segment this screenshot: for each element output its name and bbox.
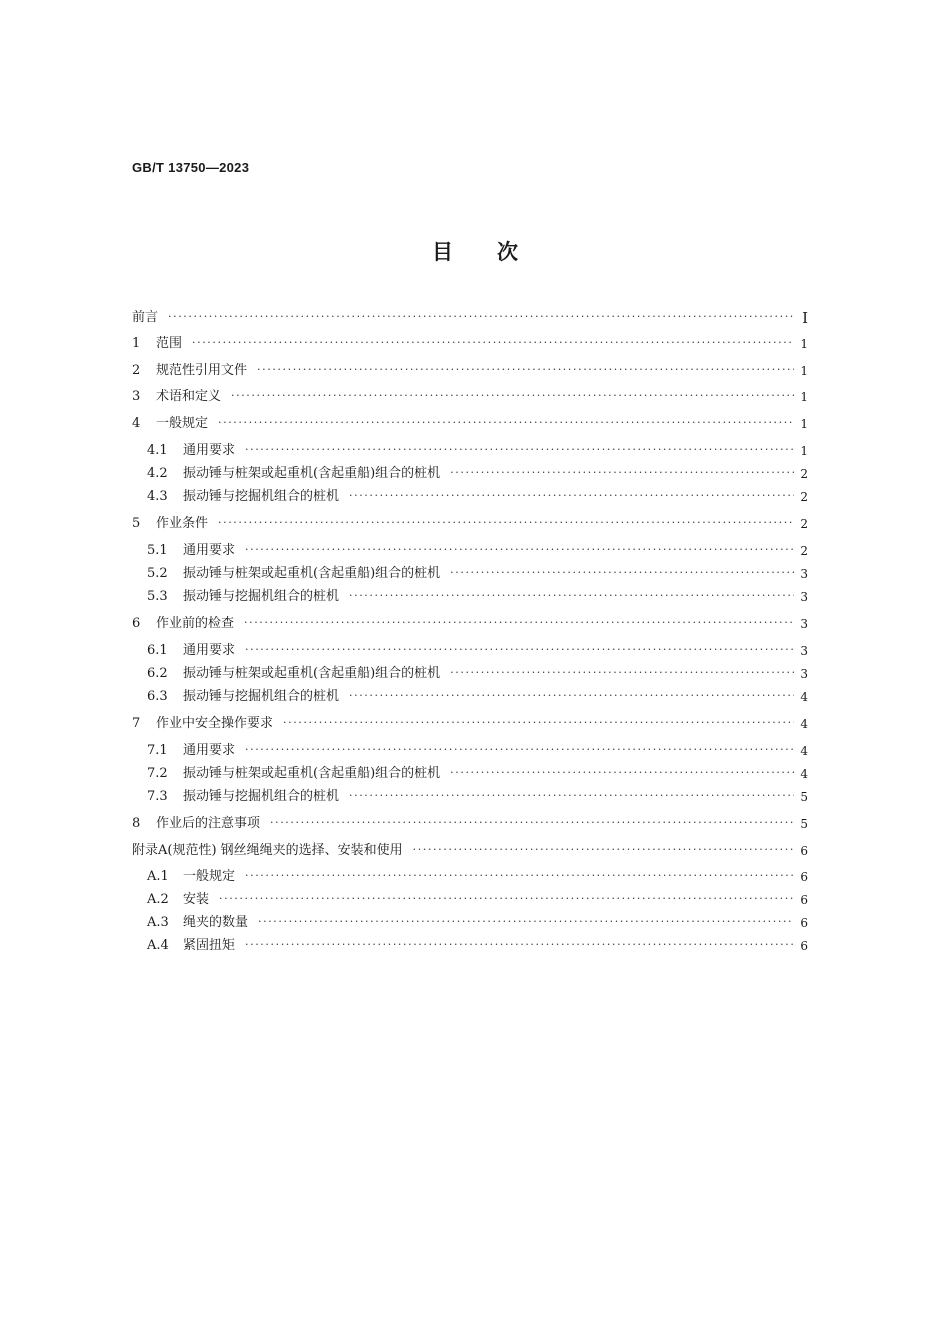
leader-dots — [349, 487, 794, 507]
toc-entry-4-2[interactable] — [147, 464, 808, 484]
toc-entry-page: 4 — [800, 744, 808, 758]
toc-entry-5-1[interactable] — [147, 541, 808, 561]
toc-entry-a-4[interactable] — [147, 936, 808, 956]
toc-entry-7-1[interactable] — [147, 741, 808, 761]
leader-dots — [244, 614, 794, 634]
toc-entry-page: 1 — [800, 417, 808, 431]
toc-entry-page: 2 — [800, 544, 808, 558]
toc-entry-number: 1 — [132, 336, 141, 351]
toc-entry-number: 8 — [132, 816, 141, 831]
toc-entry-label: 一般规定 — [183, 869, 236, 884]
toc-entry-2[interactable] — [132, 361, 808, 381]
toc-entry-8[interactable] — [132, 814, 808, 834]
toc-entry-3[interactable] — [132, 387, 808, 407]
toc-entry-6[interactable] — [132, 614, 808, 634]
toc-entry-number: 2 — [132, 363, 141, 378]
leader-dots — [218, 414, 794, 434]
toc-entry-page: 1 — [800, 364, 808, 378]
toc-entry-number: 4 — [132, 416, 141, 431]
toc-entry-a-2[interactable] — [147, 890, 808, 910]
toc-entry-4-3[interactable] — [147, 487, 808, 507]
toc-entry-number: 4.2 — [147, 466, 168, 481]
toc-entry-4-1[interactable] — [147, 441, 808, 461]
toc-entry-6-2[interactable] — [147, 664, 808, 684]
toc-entry-7[interactable] — [132, 714, 808, 734]
toc-entry-page: 4 — [800, 767, 808, 781]
toc-entry-label: 振动锤与挖掘机组合的桩机 — [183, 789, 340, 804]
toc-title-char-2: 次 — [497, 240, 518, 264]
toc-entry-number: 3 — [132, 389, 141, 404]
toc-entry-page: 2 — [800, 490, 808, 504]
toc-entry-label: 绳夹的数量 — [183, 915, 249, 930]
leader-dots — [219, 890, 794, 910]
toc-entry-label: 作业中安全操作要求 — [156, 716, 274, 731]
toc-entry-page: 4 — [800, 690, 808, 704]
leader-dots — [257, 361, 794, 381]
leader-dots — [413, 841, 794, 861]
toc-entry-page: 2 — [800, 517, 808, 531]
toc-entry-page: 1 — [800, 444, 808, 458]
toc-entry-label: 作业后的注意事项 — [156, 816, 261, 831]
toc-entry-page: 5 — [800, 790, 808, 804]
toc-entry-number: 4.1 — [147, 443, 168, 458]
leader-dots — [168, 308, 794, 328]
leader-dots — [283, 714, 794, 734]
toc-entry-page: 6 — [800, 844, 808, 858]
toc-entry-label: 规范性引用文件 — [156, 363, 248, 378]
toc-entry-page: 1 — [800, 390, 808, 404]
leader-dots — [245, 867, 794, 887]
toc-entry-6-1[interactable] — [147, 641, 808, 661]
toc-entry-number: 7.1 — [147, 743, 168, 758]
toc-entry-page: 3 — [800, 590, 808, 604]
toc-entry-page: 5 — [800, 817, 808, 831]
toc-entry-label: 紧固扭矩 — [183, 938, 236, 953]
toc-entry-label: 振动锤与挖掘机组合的桩机 — [183, 489, 340, 504]
toc-entry-label: 通用要求 — [183, 643, 236, 658]
toc-entry-number: A.2 — [147, 892, 169, 907]
toc-entry-label: 安装 — [183, 892, 210, 907]
toc-entry-5[interactable] — [132, 514, 808, 534]
toc-entry-label: 一般规定 — [156, 416, 209, 431]
leader-dots — [450, 564, 794, 584]
leader-dots — [450, 464, 794, 484]
toc-entry-label: 术语和定义 — [156, 389, 222, 404]
toc-entry-page: 4 — [800, 717, 808, 731]
toc-entry-page: I — [802, 309, 808, 327]
leader-dots — [245, 441, 794, 461]
toc-entry-number: 5 — [132, 516, 141, 531]
toc-entry-label: 作业前的检查 — [156, 616, 235, 631]
toc-entry-7-2[interactable] — [147, 764, 808, 784]
toc-entry-page: 6 — [800, 893, 808, 907]
toc-entry-number: 7.3 — [147, 789, 168, 804]
toc-entry-number: 4.3 — [147, 489, 168, 504]
leader-dots — [450, 664, 794, 684]
toc-entry-label: 振动锤与挖掘机组合的桩机 — [183, 689, 340, 704]
toc-entry-a-3[interactable] — [147, 913, 808, 933]
standard-code: GB/T 13750—2023 — [132, 160, 250, 175]
toc-entry-number: 6.1 — [147, 643, 168, 658]
toc-entry-1[interactable] — [132, 334, 808, 354]
toc-title — [0, 236, 950, 266]
toc-entry-7-3[interactable] — [147, 787, 808, 807]
toc-entry-number: 7.2 — [147, 766, 168, 781]
toc-entry-appendix-a[interactable] — [132, 841, 808, 861]
toc-entry-page: 3 — [800, 644, 808, 658]
toc-entry-a-1[interactable] — [147, 867, 808, 887]
toc-entry-number: A.4 — [147, 938, 169, 953]
leader-dots — [245, 741, 794, 761]
toc-entry-number: 6 — [132, 616, 141, 631]
leader-dots — [218, 514, 794, 534]
toc-entry-number: A.1 — [147, 869, 169, 884]
toc-entry-page: 6 — [800, 870, 808, 884]
leader-dots — [258, 913, 794, 933]
leader-dots — [450, 764, 794, 784]
toc-entry-label: 振动锤与桩架或起重机(含起重船)组合的桩机 — [183, 466, 441, 481]
toc-entry-page: 6 — [800, 916, 808, 930]
toc-entry-page: 3 — [800, 617, 808, 631]
leader-dots — [192, 334, 794, 354]
toc-entry-number: 6.3 — [147, 689, 168, 704]
leader-dots — [270, 814, 794, 834]
toc-entry-label: 范围 — [156, 336, 183, 351]
toc-entry-number: 7 — [132, 716, 141, 731]
toc-entry-page: 3 — [800, 567, 808, 581]
leader-dots — [349, 787, 794, 807]
toc-entry-number: A.3 — [147, 915, 169, 930]
toc-entry-number: 6.2 — [147, 666, 168, 681]
toc-entry-page: 6 — [800, 939, 808, 953]
leader-dots — [245, 641, 794, 661]
toc-entry-label: 作业条件 — [156, 516, 209, 531]
toc-entry-label: 前言 — [132, 310, 159, 325]
toc-entry-5-2[interactable] — [147, 564, 808, 584]
leader-dots — [245, 541, 794, 561]
toc-entry-label: 通用要求 — [183, 443, 236, 458]
toc-entry-label: 振动锤与桩架或起重机(含起重船)组合的桩机 — [183, 666, 441, 681]
toc-entry-label: 通用要求 — [183, 743, 236, 758]
toc-entry-number: 5.1 — [147, 543, 168, 558]
toc-entry-label: 振动锤与桩架或起重机(含起重船)组合的桩机 — [183, 766, 441, 781]
toc-entry-6-3[interactable] — [147, 687, 808, 707]
toc-entry-page: 2 — [800, 467, 808, 481]
toc-entry-foreword[interactable] — [132, 308, 808, 328]
toc-entry-5-3[interactable] — [147, 587, 808, 607]
toc-entry-4[interactable] — [132, 414, 808, 434]
toc-entry-page: 1 — [800, 337, 808, 351]
toc-entry-number: 5.2 — [147, 566, 168, 581]
leader-dots — [245, 936, 794, 956]
toc-entry-label: 振动锤与桩架或起重机(含起重船)组合的桩机 — [183, 566, 441, 581]
toc-entry-number: 5.3 — [147, 589, 168, 604]
toc-entry-label: 通用要求 — [183, 543, 236, 558]
toc-entry-page: 3 — [800, 667, 808, 681]
leader-dots — [349, 687, 794, 707]
toc-entry-label: 振动锤与挖掘机组合的桩机 — [183, 589, 340, 604]
toc-entry-label: 附录A(规范性) 钢丝绳绳夹的选择、安装和使用 — [132, 843, 403, 858]
toc-title-char-1: 目 — [432, 240, 453, 264]
leader-dots — [231, 387, 794, 407]
leader-dots — [349, 587, 794, 607]
